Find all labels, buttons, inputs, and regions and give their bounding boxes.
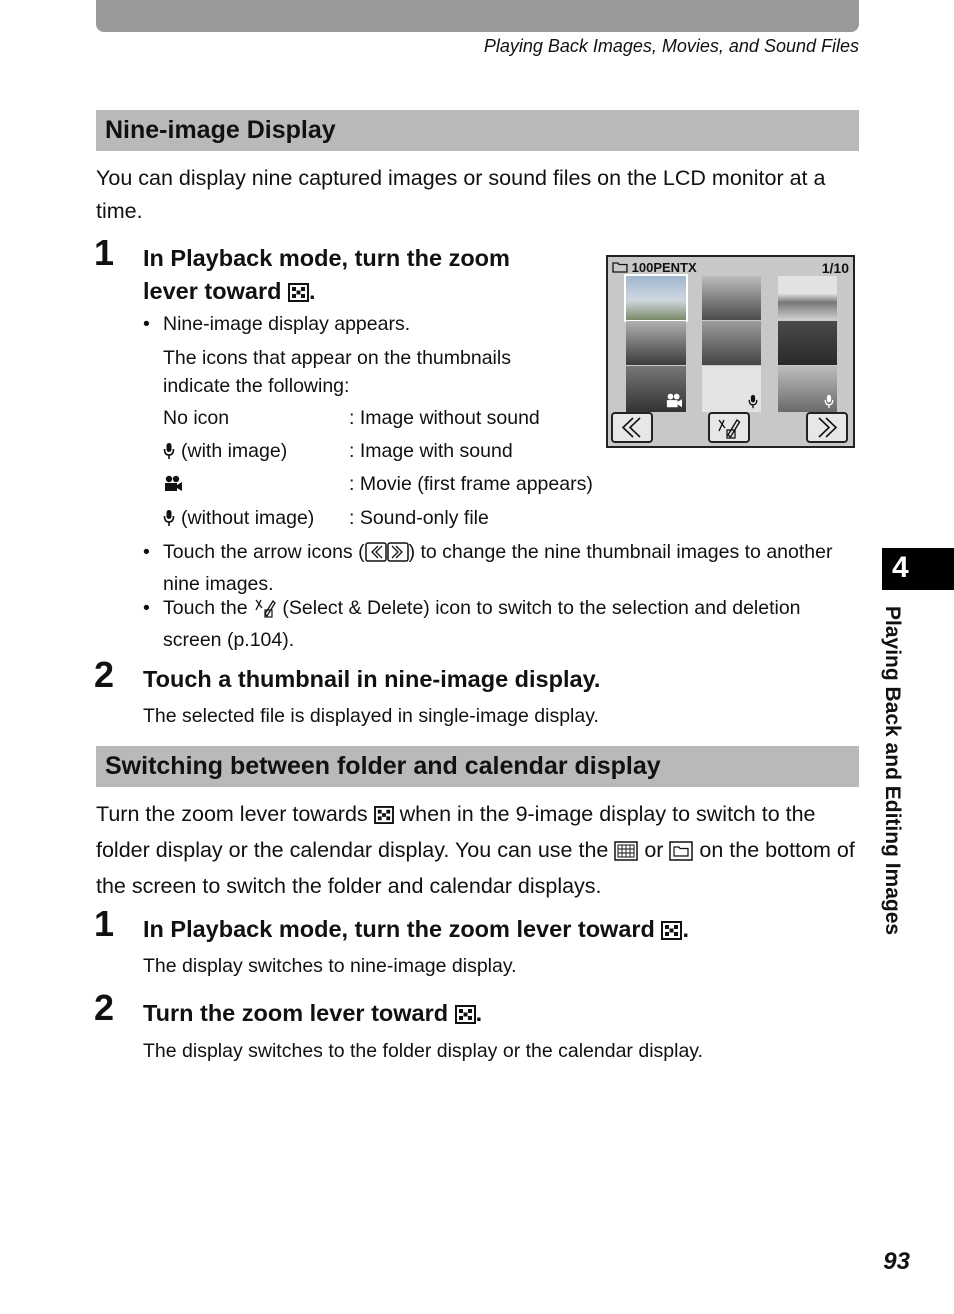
step-title: Touch a thumbnail in nine-image display. [143, 666, 601, 692]
nine-image-zoom-icon [374, 801, 394, 834]
icons-intro: The icons that appear on the thumbnails indicate the following: [163, 347, 511, 397]
step-title-text: lever toward [143, 278, 282, 304]
nine-image-zoom-icon [661, 916, 682, 949]
icon-label: (without image) [181, 507, 315, 529]
mic-icon [824, 394, 834, 409]
bullet: • Nine-image display appears. [143, 310, 410, 338]
period: . [308, 278, 316, 304]
movie-icon [163, 475, 183, 499]
next-page-button[interactable] [806, 412, 848, 443]
section-heading-nine-image: Nine-image Display [96, 110, 859, 151]
nine-image-zoom-icon [455, 1000, 476, 1033]
step-number: 2 [94, 987, 115, 1028]
step-title: In Playback mode, turn the zoom lever toward . [143, 913, 689, 949]
bullet-text: Nine-image display appears. [163, 313, 411, 335]
step-body: The display switches to the folder display or the calendar display. [143, 1040, 704, 1062]
chapter-number: 4 [892, 551, 909, 584]
bullet: • Touch the (Select & Delete) icon to switch to the selection and deletion screen (p.104). [143, 594, 855, 654]
step-body: The selected file is displayed in single-image display. [143, 705, 599, 727]
step-number: 1 [94, 903, 115, 944]
thumbnail[interactable] [778, 321, 837, 365]
select-delete-icon [253, 596, 277, 626]
mic-icon [163, 442, 175, 466]
thumbnail[interactable] [702, 321, 761, 365]
thumbnail-movie[interactable] [626, 366, 686, 412]
mic-icon [748, 394, 758, 409]
mic-icon [163, 509, 175, 533]
step-number: 2 [94, 654, 115, 695]
section2-intro: Turn the zoom lever towards when in the 9-image display to switch to the folder display or the calendar display. You can use the or on the bottom of the screen to switch the folder and calendar displays. [96, 802, 855, 898]
bullet: • Touch the arrow icons ( ) to change the nine thumbnail images to another nine images. [143, 538, 855, 598]
section-heading-folder-calendar: Switching between folder and calendar display [96, 746, 859, 787]
running-header: Playing Back Images, Movies, and Sound Files [483, 36, 859, 56]
icon-label: No icon [163, 407, 230, 429]
folder-icon [612, 261, 628, 273]
thumbnail[interactable] [626, 276, 686, 320]
step-body: The display switches to nine-image display. [143, 955, 517, 977]
chapter-side-label: Playing Back and Editing Images [881, 606, 904, 936]
lcd-nine-image-screen [606, 255, 855, 448]
chapter-tab [882, 548, 954, 590]
icon-desc: : Image with sound [349, 440, 513, 462]
calendar-icon [614, 838, 638, 871]
icon-desc: : Sound-only file [349, 507, 489, 529]
arrow-right-icon [387, 542, 409, 570]
prev-page-button[interactable] [611, 412, 653, 443]
icon-label: (with image) [181, 440, 288, 462]
bullet-text: Touch the arrow icons ( ) to change the nine thumbnail images to another nine images. [163, 541, 833, 595]
thumbnail[interactable] [626, 321, 686, 365]
thumbnail[interactable] [778, 276, 837, 320]
step-title: Turn the zoom lever toward . [143, 997, 482, 1033]
section1-intro: You can display nine captured images or sound files on the LCD monitor at a time. [96, 166, 826, 223]
folder-view-icon [669, 838, 693, 871]
arrow-left-icon [365, 542, 387, 570]
nine-image-zoom-icon [288, 278, 309, 311]
page-number: 93 [883, 1248, 910, 1275]
step-title-line2 [143, 275, 510, 311]
icon-desc: : Image without sound [349, 407, 540, 429]
thumbnail[interactable] [702, 276, 761, 320]
select-delete-button[interactable] [708, 412, 750, 443]
thumbnail-with-sound[interactable] [778, 366, 837, 412]
step-title [143, 242, 510, 311]
lcd-folder-label: 100PENTX [612, 260, 697, 275]
icon-desc: : Movie (first frame appears) [349, 473, 593, 495]
step-number: 1 [94, 232, 115, 273]
step-title-line1: In Playback mode, turn the zoom [143, 245, 510, 271]
thumbnail-sound-only[interactable] [702, 366, 761, 412]
bullet-text: Touch the (Select & Delete) icon to switch to the selection and deletion screen (p.104). [163, 597, 801, 651]
header-bar [96, 0, 859, 32]
movie-icon [665, 393, 683, 409]
thumbnail-grid [626, 276, 838, 412]
lcd-counter: 1/10 [821, 260, 849, 276]
